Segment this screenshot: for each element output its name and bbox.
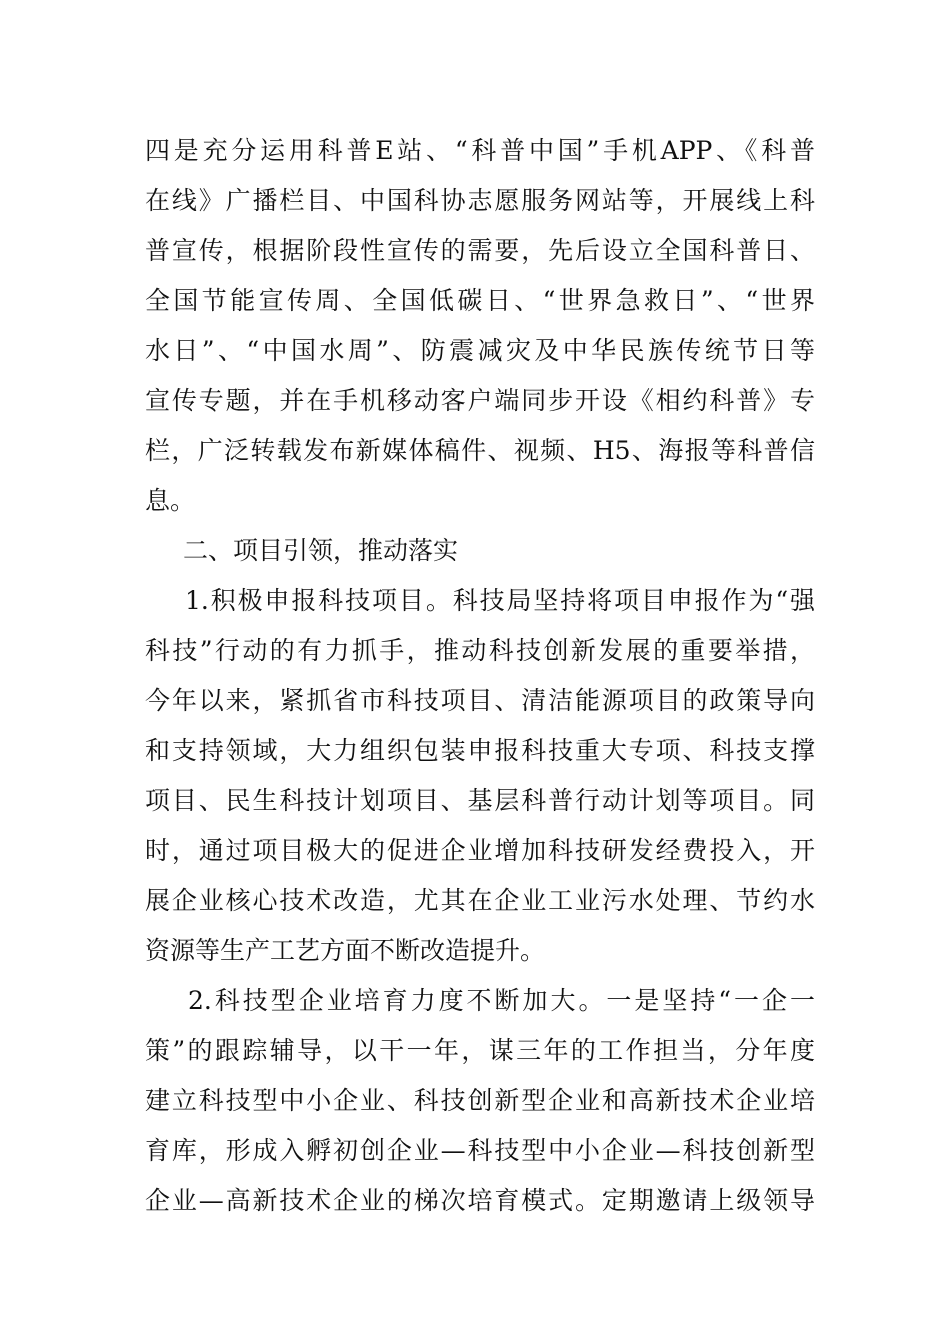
paragraph-1-line-1: 四是充分运用科普E站、“科普中国”手机APP、《科普 [145, 136, 815, 165]
paragraph-2-line-5: 项目、民生科技计划项目、基层科普行动计划等项目。同 [145, 786, 815, 815]
paragraph-2-line-8: 资源等生产工艺方面不断改造提升。 [145, 936, 546, 965]
paragraph-2-line-6: 时，通过项目极大的促进企业增加科技研发经费投入，开 [145, 836, 815, 865]
paragraph-1-line-2: 在线》广播栏目、中国科协志愿服务网站等，开展线上科 [145, 186, 815, 215]
paragraph-1-line-7: 栏，广泛转载发布新媒体稿件、视频、H5、海报等科普信 [145, 436, 815, 465]
paragraph-3-line-3: 建立科技型中小企业、科技创新型企业和高新技术企业培 [145, 1086, 815, 1115]
paragraph-3-line-4: 育库，形成入孵初创企业—科技型中小企业—科技创新型 [145, 1136, 815, 1165]
paragraph-1-line-5: 水日”、“中国水周”、防震减灾及中华民族传统节日等 [145, 336, 815, 365]
paragraph-1-line-3: 普宣传，根据阶段性宣传的需要，先后设立全国科普日、 [145, 236, 815, 265]
paragraph-1-line-4: 全国节能宣传周、全国低碳日、“世界急救日”、“世界 [145, 286, 815, 315]
paragraph-1-line-8: 息。 [145, 486, 196, 515]
paragraph-3-line-2: 策”的跟踪辅导，以干一年，谋三年的工作担当，分年度 [145, 1036, 815, 1065]
paragraph-3-line-1: 2.科技型企业培育力度不断加大。一是坚持“一企一 [188, 986, 815, 1015]
paragraph-2-line-3: 今年以来，紧抓省市科技项目、清洁能源项目的政策导向 [145, 686, 815, 715]
paragraph-2-line-4: 和支持领域，大力组织包装申报科技重大专项、科技支撑 [145, 736, 815, 765]
paragraph-1-line-6: 宣传专题，并在手机移动客户端同步开设《相约科普》专 [145, 386, 815, 415]
paragraph-2-line-1: 1.积极申报科技项目。科技局坚持将项目申报作为“强 [185, 586, 815, 615]
paragraph-2-line-2: 科技”行动的有力抓手，推动科技创新发展的重要举措， [145, 636, 815, 665]
section-heading: 二、项目引领，推动落实 [183, 536, 459, 565]
paragraph-3-line-5: 企业—高新技术企业的梯次培育模式。定期邀请上级领导 [145, 1186, 815, 1215]
paragraph-2-line-7: 展企业核心技术改造，尤其在企业工业污水处理、节约水 [145, 886, 815, 915]
